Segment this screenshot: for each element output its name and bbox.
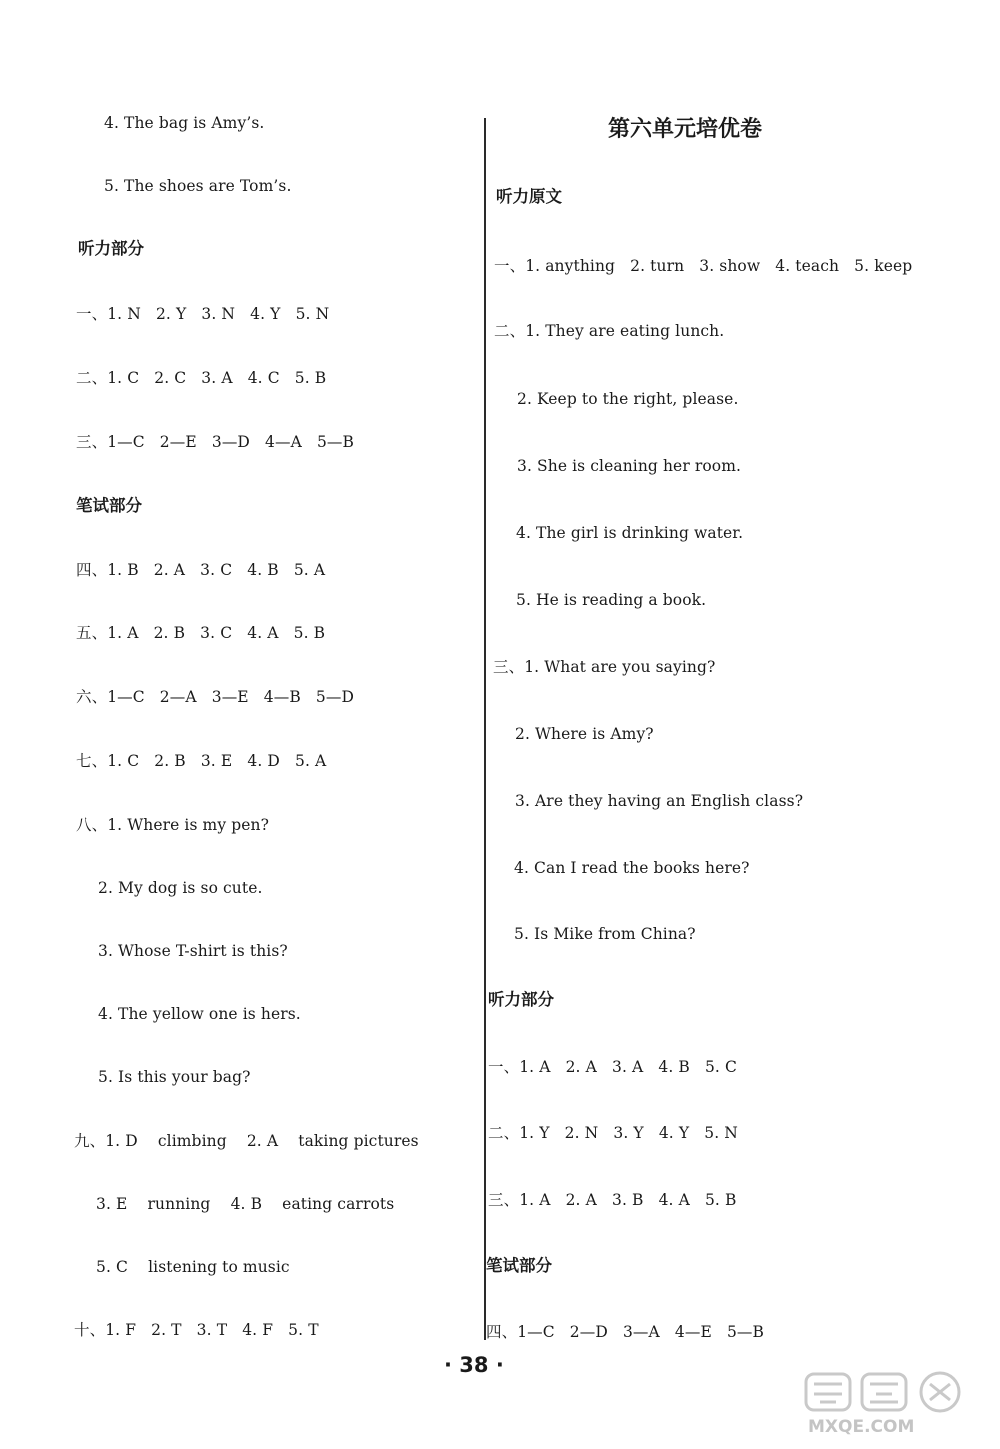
- answer-line: 4. The yellow one is hers.: [98, 1005, 301, 1023]
- answer-line: 三、1—C 2—E 3—D 4—A 5—B: [76, 433, 355, 451]
- answer-line: 四、1—C 2—D 3—A 4—E 5—B: [486, 1323, 765, 1341]
- section-heading-listening: 听力部分: [488, 990, 554, 1009]
- section-heading-listening: 听力部分: [78, 239, 144, 258]
- answer-line: 九、1. D climbing 2. A taking pictures: [74, 1132, 419, 1150]
- answer-line: 3. Are they having an English class?: [515, 792, 804, 810]
- section-heading-transcript: 听力原文: [496, 187, 562, 206]
- answer-line: 三、1. A 2. A 3. B 4. A 5. B: [488, 1191, 737, 1209]
- answer-line: 一、1. A 2. A 3. A 4. B 5. C: [488, 1058, 737, 1076]
- answer-line: 3. E running 4. B eating carrots: [96, 1195, 395, 1213]
- answer-line: 2. My dog is so cute.: [98, 879, 263, 897]
- answer-line: 5. Is this your bag?: [98, 1068, 251, 1086]
- answer-line: 4. The girl is drinking water.: [516, 524, 744, 542]
- answer-line: 二、1. They are eating lunch.: [494, 322, 725, 340]
- answer-line: 五、1. A 2. B 3. C 4. A 5. B: [76, 624, 326, 642]
- answer-line: 六、1—C 2—A 3—E 4—B 5—D: [76, 688, 355, 706]
- answer-line: 5. The shoes are Tom’s.: [104, 177, 292, 195]
- answer-line: 八、1. Where is my pen?: [76, 816, 270, 834]
- answer-line: 十、1. F 2. T 3. T 4. F 5. T: [74, 1321, 319, 1339]
- answer-line: 5. C listening to music: [96, 1258, 290, 1276]
- answer-line: 二、1. Y 2. N 3. Y 4. Y 5. N: [488, 1124, 738, 1142]
- watermark-text: MXQE.COM: [808, 1417, 915, 1437]
- section-heading-written: 笔试部分: [76, 496, 142, 515]
- section-heading-written: 笔试部分: [486, 1256, 552, 1275]
- answer-line: 3. Whose T-shirt is this?: [98, 942, 288, 960]
- answer-line: 二、1. C 2. C 3. A 4. C 5. B: [76, 369, 327, 387]
- page-number: · 38 ·: [444, 1353, 504, 1377]
- answer-line: 2. Where is Amy?: [515, 725, 654, 743]
- column-divider: [484, 118, 486, 1340]
- unit-title: 第六单元培优卷: [608, 117, 763, 142]
- answer-line: 2. Keep to the right, please.: [517, 390, 739, 408]
- answer-line: 3. She is cleaning her room.: [517, 457, 742, 475]
- answer-line: 一、1. N 2. Y 3. N 4. Y 5. N: [76, 305, 330, 323]
- answer-line: 三、1. What are you saying?: [493, 658, 716, 676]
- answer-line: 七、1. C 2. B 3. E 4. D 5. A: [76, 752, 327, 770]
- answer-line: 5. He is reading a book.: [516, 591, 707, 609]
- answer-line: 一、1. anything 2. turn 3. show 4. teach 5. keep: [494, 257, 913, 275]
- answer-line: 5. Is Mike from China?: [514, 925, 696, 943]
- answer-stamp-logo-icon: [800, 1370, 980, 1440]
- answer-line: 四、1. B 2. A 3. C 4. B 5. A: [76, 561, 326, 579]
- answer-line: 4. Can I read the books here?: [514, 859, 750, 877]
- answer-line: 4. The bag is Amy’s.: [104, 114, 265, 132]
